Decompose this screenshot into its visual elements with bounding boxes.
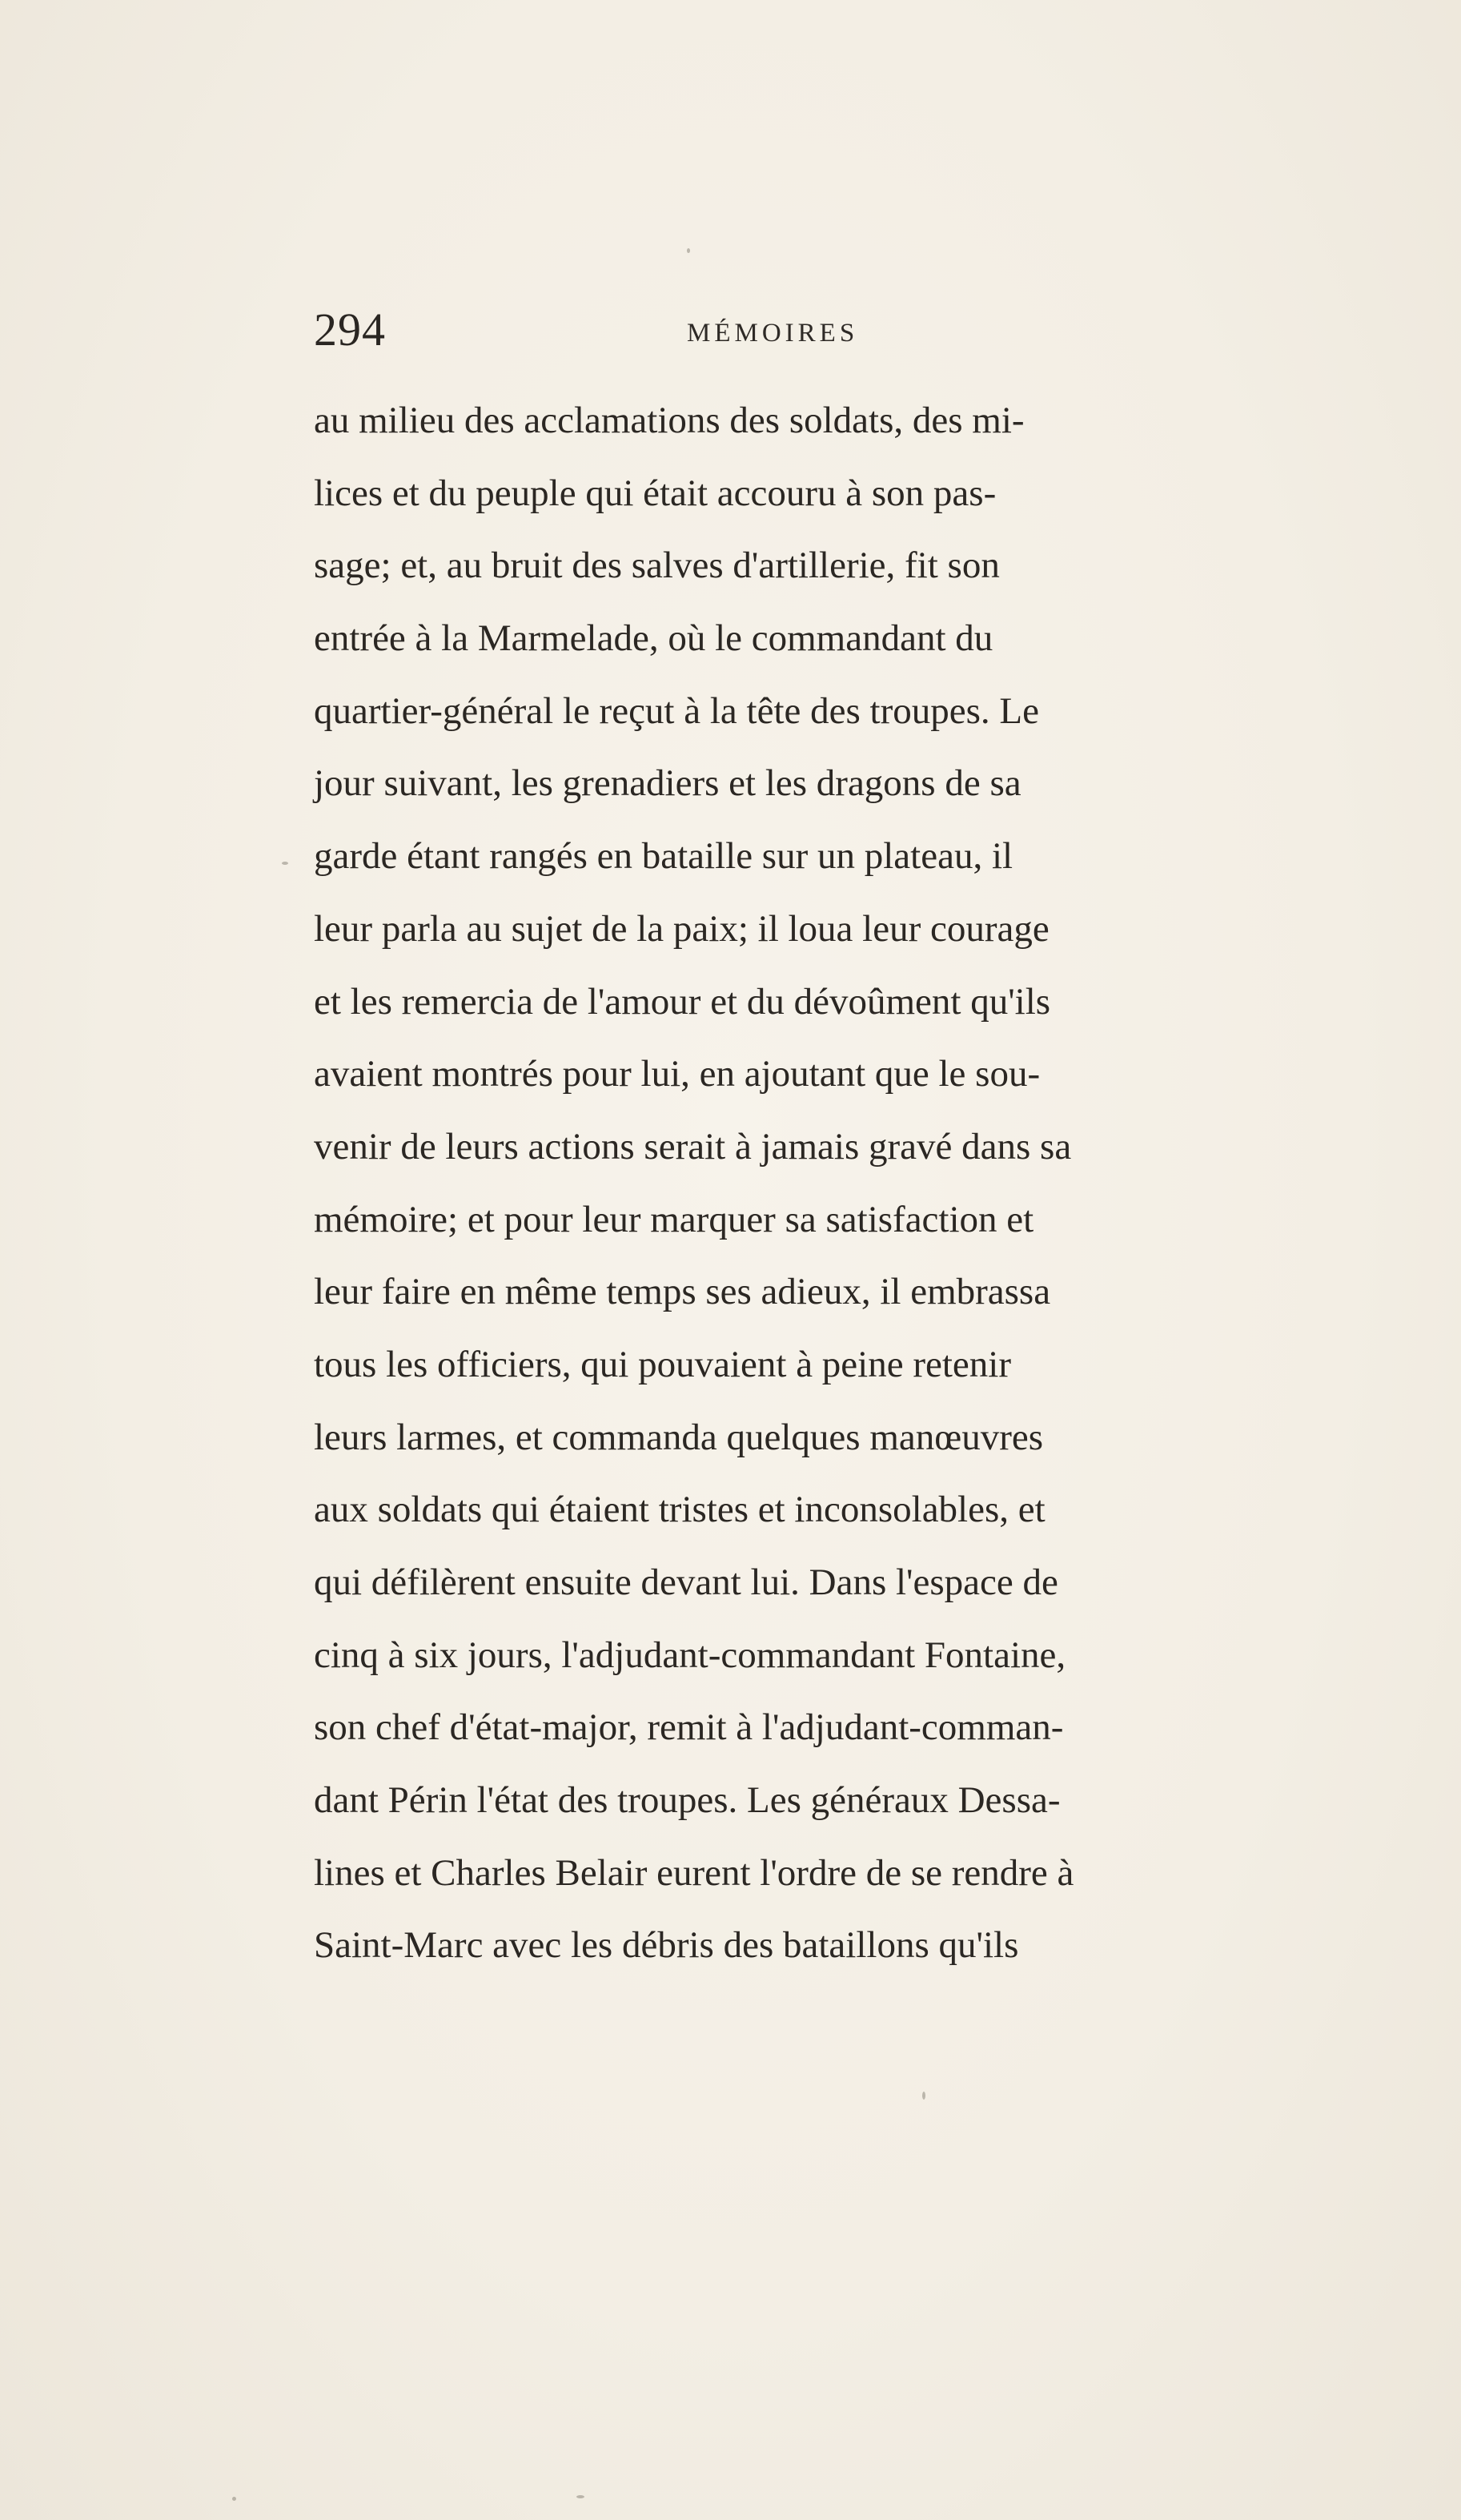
page-header — [314, 298, 1314, 362]
text-line: et les remercia de l'amour et du dévoûment qu'ils — [314, 980, 1051, 1023]
text-line: leurs larmes, et commanda quelques manœuvres — [314, 1416, 1043, 1458]
text-line: jour suivant, les grenadiers et les dragons de sa — [314, 762, 1021, 805]
text-line: tous les officiers, qui pouvaient à peine retenir — [314, 1343, 1011, 1385]
text-line: Saint-Marc avec les débris des bataillons qu'ils — [314, 1924, 1019, 1967]
running-head: MÉMOIRES — [687, 319, 859, 348]
text-line: venir de leurs actions serait à jamais gravé dans sa — [314, 1125, 1072, 1168]
text-line: cinq à six jours, l'adjudant-commandant Fontaine, — [314, 1634, 1066, 1676]
text-line: mémoire; et pour leur marquer sa satisfaction et — [314, 1198, 1034, 1240]
text-line: qui défilèrent ensuite devant lui. Dans l'espace de — [314, 1561, 1058, 1603]
body-text — [314, 384, 1314, 1982]
paper-speck — [232, 2497, 236, 2501]
text-line: son chef d'état-major, remit à l'adjudant-comman- — [314, 1706, 1064, 1749]
text-line: garde étant rangés en bataille sur un plateau, il — [314, 835, 1013, 878]
text-line: lines et Charles Belair eurent l'ordre de se rendre à — [314, 1851, 1074, 1894]
text-line: avaient montrés pour lui, en ajoutant que le sou- — [314, 1053, 1041, 1095]
text-line: leur parla au sujet de la paix; il loua leur courage — [314, 907, 1050, 950]
paper-speck — [922, 2092, 925, 2100]
text-line: leur faire en même temps ses adieux, il embrassa — [314, 1271, 1051, 1313]
paper-speck — [576, 2495, 584, 2498]
text-line: dant Périn l'état des troupes. Les généraux Dessa- — [314, 1779, 1061, 1822]
text-line: au milieu des acclamations des soldats, des mi- — [314, 400, 1025, 441]
paper-speck — [687, 248, 690, 253]
text-line: aux soldats qui étaient tristes et inconsolables, et — [314, 1489, 1046, 1531]
text-line: quartier-général le reçut à la tête des troupes. Le — [314, 689, 1039, 732]
text-line: entrée à la Marmelade, où le commandant du — [314, 617, 993, 660]
page-number: 294 — [314, 303, 386, 356]
paper-speck — [282, 862, 288, 865]
text-line: lices et du peuple qui était accouru à son pas- — [314, 472, 997, 514]
text-line: sage; et, au bruit des salves d'artillerie, fit son — [314, 545, 1000, 587]
